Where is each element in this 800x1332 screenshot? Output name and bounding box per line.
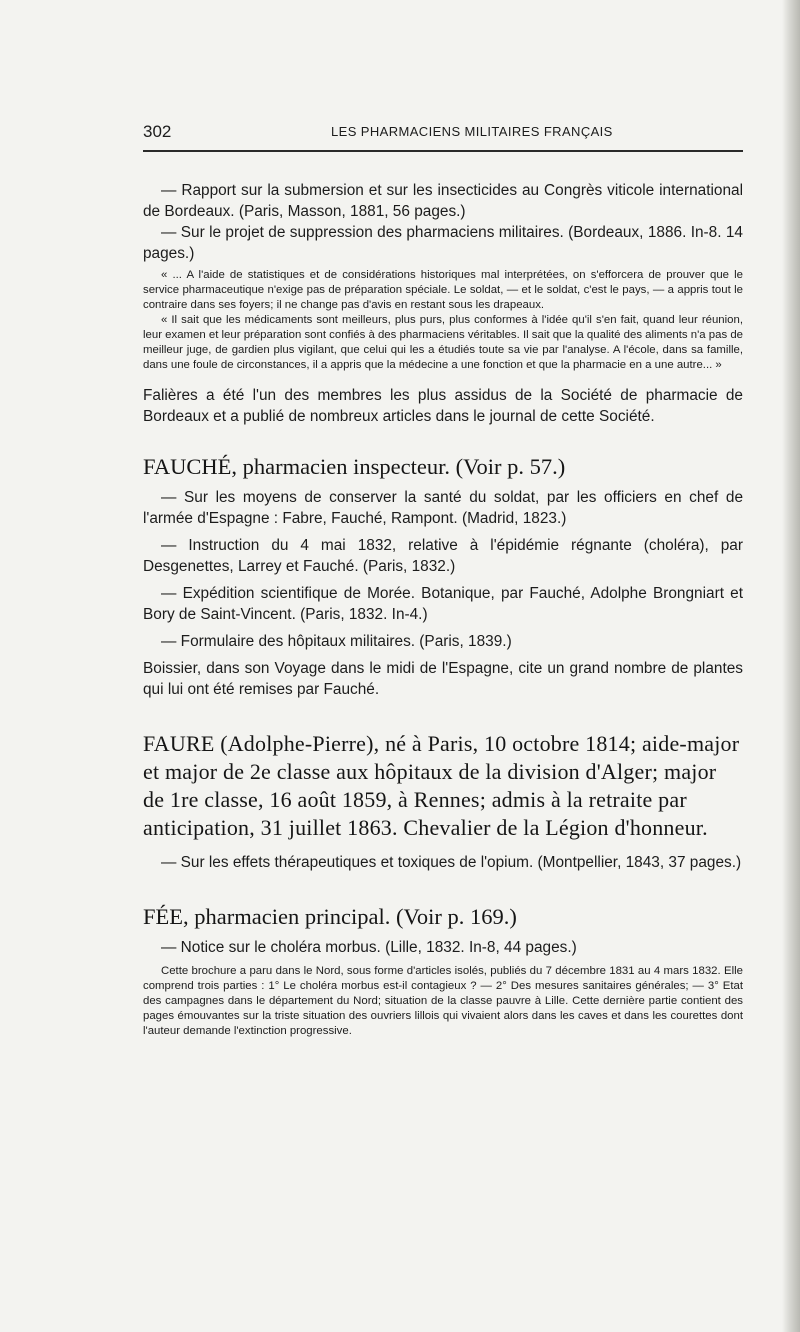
biography-note: Boissier, dans son Voyage dans le midi de l'Espagne, cite un grand nombre de plantes qui lui ont été remises par Fauché. bbox=[143, 660, 743, 698]
quotation: Cette brochure a paru dans le Nord, sous forme d'articles isolés, publiés du 7 décembre 1831 au 4 mars 1832. Elle comprend trois parties : 1° Le choléra morbus est-il contagieux ? — 2° Des mesures sanitaires générales; — 3° Etat des campagnes dans le département du Nord; situation de la classe pauvre à Lille. Cette dernière partie contient des pages émouvantes sur la triste situation des ouvriers lillois qui vivaient alors dans les caves et dans les courettes dont l'auteur demande l'extinction progressive. bbox=[143, 965, 743, 1037]
page-header bbox=[143, 122, 743, 154]
quotation: « Il sait que les médicaments sont meilleurs, plus purs, plus conformes à l'idée qu'il s'en fait, quand leur réunion, leur examen et leur préparation sont confiés à des pharmaciens véritables. Il sait que la qualité des aliments n'a pas de meilleur juge, de gardien plus vigilant, que celui qui les a étudiés toute sa vie par l'analyse. A l'école, dans sa famille, dans une foule de circonstances, il a appris que la médecine a une fonction et que la pharmacie en a une autre... » bbox=[143, 314, 743, 371]
bibliography-entry: — Instruction du 4 mai 1832, relative à l'épidémie régnante (choléra), par Desgenettes, Larrey et Fauché. (Paris, 1832.) bbox=[143, 537, 743, 575]
bibliography-entry: — Notice sur le choléra morbus. (Lille, 1832. In-8, 44 pages.) bbox=[161, 939, 577, 956]
biography-note: Falières a été l'un des membres les plus assidus de la Société de pharmacie de Bordeaux et a publié de nombreux articles dans le journal de cette Société. bbox=[143, 387, 743, 425]
bibliography-entry: — Sur le projet de suppression des pharmaciens militaires. (Bordeaux, 1886. In-8. 14 pages.) bbox=[143, 224, 743, 262]
header-rule bbox=[143, 150, 743, 152]
entry-heading-faure: FAURE (Adolphe-Pierre), né à Paris, 10 octobre 1814; aide-major et major de 2e classe aux hôpitaux de la division d'Alger; major de 1re classe, 16 août 1859, à Rennes; admis à la retraite par anticipation, 31 juillet 1863. Chevalier de la Légion d'honneur. bbox=[143, 731, 740, 840]
bibliography-entry: — Rapport sur la submersion et sur les insecticides au Congrès viticole international de Bordeaux. (Paris, Masson, 1881, 56 pages.) bbox=[143, 182, 743, 220]
bibliography-entry: — Expédition scientifique de Morée. Botanique, par Fauché, Adolphe Brongniart et Bory de Saint-Vincent. (Paris, 1832. In-4.) bbox=[143, 585, 743, 623]
bibliography-entry: — Sur les moyens de conserver la santé du soldat, par les officiers en chef de l'armée d'Espagne : Fabre, Fauché, Rampont. (Madrid, 1823.) bbox=[143, 489, 743, 527]
bibliography-entry: — Formulaire des hôpitaux militaires. (Paris, 1839.) bbox=[161, 633, 512, 650]
quotation: « ... A l'aide de statistiques et de considérations historiques mal interprétées, on s'efforcera de prouver que le service pharmaceutique n'exige pas de préparation spéciale. Le soldat, — et le soldat, c'est le pays, — a appris tout le contraire dans ses foyers; il ne change pas d'avis en restant sous les drapeaux. bbox=[143, 269, 743, 311]
entry-heading-fee: FÉE, pharmacien principal. (Voir p. 169.) bbox=[143, 904, 517, 929]
bibliography-entry: — Sur les effets thérapeutiques et toxiques de l'opium. (Montpellier, 1843, 37 pages.) bbox=[161, 854, 742, 871]
page-edge-shadow bbox=[782, 0, 800, 1332]
entry-heading-fauche: FAUCHÉ, pharmacien inspecteur. (Voir p. 57.) bbox=[143, 454, 566, 479]
page-number: 302 bbox=[143, 122, 172, 141]
running-title: LES PHARMACIENS MILITAIRES FRANÇAIS bbox=[331, 124, 613, 139]
page-body bbox=[143, 180, 743, 1039]
